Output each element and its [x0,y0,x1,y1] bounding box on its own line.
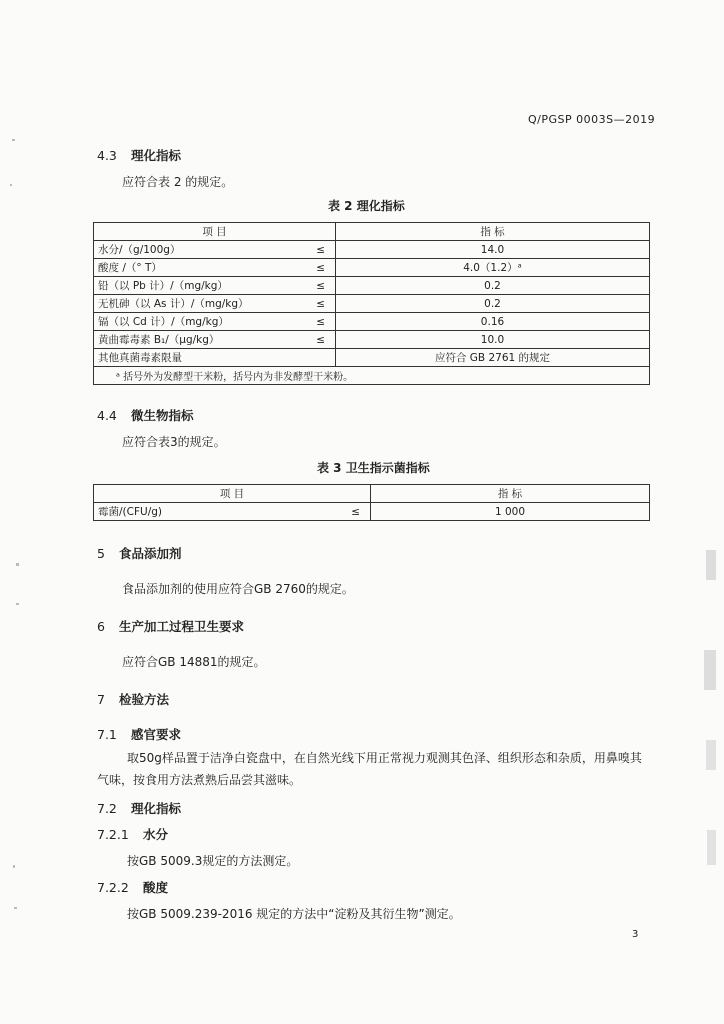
section-title: 酸度 [143,880,169,895]
row-item: 镉（以 Cd 计）/（mg/kg） [94,313,308,331]
section-4-4-text: 应符合表3的规定。 [122,435,226,449]
row-value: 0.16 [336,313,650,331]
section-number: 6 [97,619,105,634]
section-number: 7.2.2 [97,880,129,895]
row-value: 应符合 GB 2761 的规定 [336,349,650,367]
row-item: 铅（以 Pb 计）/（mg/kg） [94,277,308,295]
section-7-2-1-text: 按GB 5009.3规定的方法测定。 [127,854,299,868]
section-title: 感官要求 [131,727,182,742]
table-header-row [94,223,650,241]
section-4-3-text: 应符合表 2 的规定。 [122,175,234,189]
row-symbol: ≤ [308,277,336,295]
table-row [94,503,650,521]
row-item: 酸度 /（° T） [94,259,308,277]
section-title: 理化指标 [131,801,182,816]
section-7-1-heading [97,725,181,743]
row-item: 霉菌/(CFU/g) [94,503,339,521]
row-item: 无机砷（以 As 计）/（mg/kg） [94,295,308,313]
table3 [93,484,650,521]
scan-speck [14,907,17,909]
column-header-index: 指 标 [371,485,650,503]
table-row [94,241,650,259]
row-symbol: ≤ [308,259,336,277]
section-6-text: 应符合GB 14881的规定。 [122,655,266,669]
table-footnote: ᵃ 括号外为发酵型干米粉，括号内为非发酵型干米粉。 [94,367,650,385]
table-header-row [94,485,650,503]
section-number: 4.3 [97,148,117,163]
column-header-index: 指 标 [336,223,650,241]
row-value: 1 000 [371,503,650,521]
row-value: 14.0 [336,241,650,259]
scan-bleed [707,830,716,865]
section-6-heading [97,617,244,635]
table-row [94,277,650,295]
document-code: Q/PGSP 0003S—2019 [528,113,656,126]
section-title: 水分 [143,827,169,842]
section-number: 7.1 [97,727,117,742]
table-row [94,295,650,313]
row-value: 0.2 [336,277,650,295]
row-symbol: ≤ [308,241,336,259]
section-7-heading [97,690,169,708]
scan-speck [16,603,19,605]
section-4-3-heading [97,146,181,164]
scan-bleed [704,650,716,690]
section-7-2-2-text: 按GB 5009.239-2016 规定的方法中“淀粉及其衍生物”测定。 [127,907,461,921]
row-symbol [308,349,336,367]
section-7-1-line1: 取50g样品置于洁净白瓷盘中，在自然光线下用正常视力观测其色泽、组织形态和杂质，用鼻嗅其 [127,751,642,765]
row-item: 水分/（g/100g） [94,241,308,259]
table3-caption: 表 3 卫生指示菌指标 [317,461,430,475]
section-number: 4.4 [97,408,117,423]
scan-speck [10,184,12,186]
section-number: 5 [97,546,105,561]
row-value: 4.0（1.2）ᵃ [336,259,650,277]
scan-bleed [706,550,716,580]
section-4-4-heading [97,406,194,424]
page-number: 3 [632,929,639,940]
scan-speck [12,139,15,141]
table-row [94,331,650,349]
section-7-2-2-heading [97,878,168,896]
table-note-row [94,367,650,385]
row-value: 0.2 [336,295,650,313]
table-row [94,313,650,331]
scan-speck [13,865,15,868]
section-5-heading [97,544,182,562]
table2-caption: 表 2 理化指标 [328,199,405,213]
section-number: 7.2.1 [97,827,129,842]
column-header-item: 项 目 [94,485,371,503]
table2 [93,222,650,385]
section-7-2-heading [97,799,181,817]
section-5-text: 食品添加剂的使用应符合GB 2760的规定。 [122,582,354,596]
table-row [94,349,650,367]
section-7-1-line2: 气味，按食用方法煮熟后品尝其滋味。 [97,773,302,787]
section-title: 食品添加剂 [119,546,182,561]
section-title: 理化指标 [131,148,182,163]
section-title: 生产加工过程卫生要求 [119,619,245,634]
row-symbol: ≤ [308,331,336,349]
scan-bleed [706,740,716,770]
section-number: 7.2 [97,801,117,816]
row-item: 黄曲霉毒素 B₁/（μg/kg） [94,331,308,349]
section-7-2-1-heading [97,825,168,843]
section-title: 微生物指标 [131,408,194,423]
column-header-item: 项 目 [94,223,336,241]
row-symbol: ≤ [308,313,336,331]
scan-speck [16,563,19,566]
row-symbol: ≤ [339,503,371,521]
section-title: 检验方法 [119,692,170,707]
row-item: 其他真菌毒素限量 [94,349,308,367]
row-symbol: ≤ [308,295,336,313]
section-number: 7 [97,692,105,707]
table-row [94,259,650,277]
row-value: 10.0 [336,331,650,349]
